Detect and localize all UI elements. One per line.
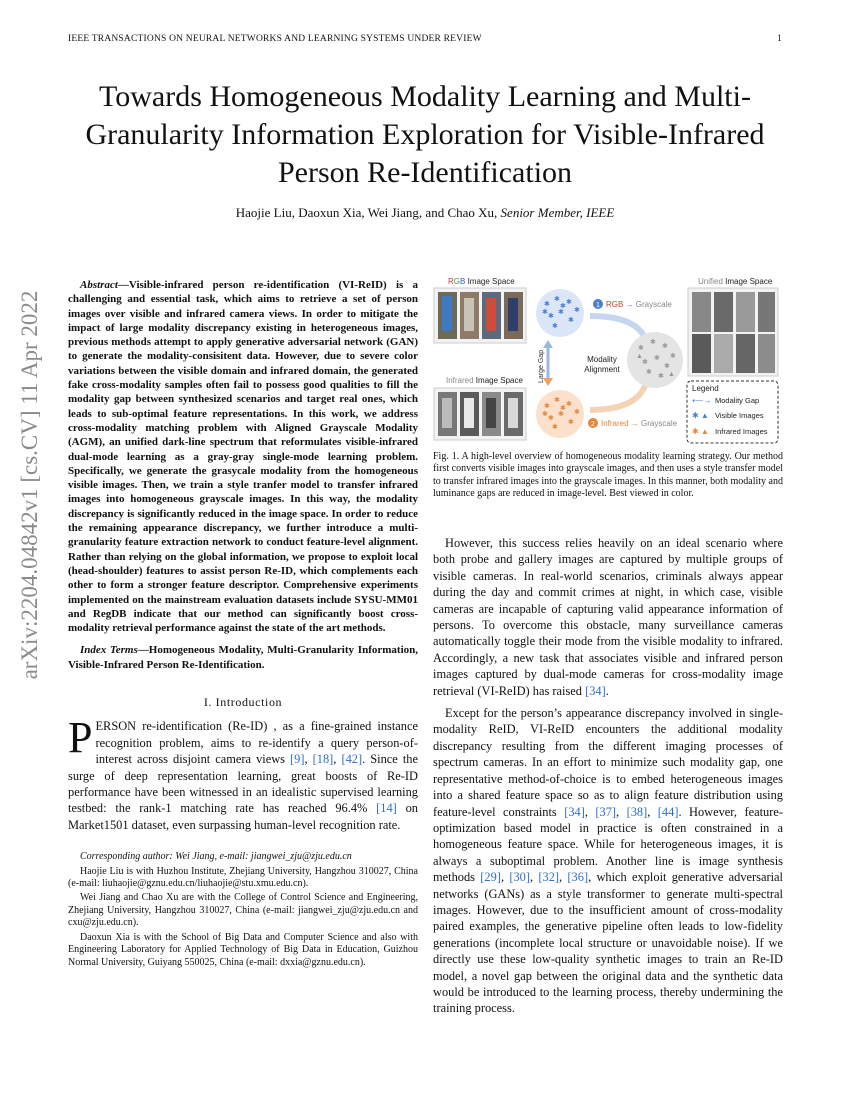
modality-label: Modality [587, 355, 617, 364]
gap-arrow-icon: ⟵→ [692, 396, 712, 405]
citation-link[interactable]: [36] [567, 870, 589, 885]
citation-link[interactable]: [30] [509, 870, 530, 885]
footnote: Haojie Liu is with Huzhou Institute, Zhejiang University, Hangzhou 310027, China (e-mail: liuhaojie@gznu.edu.cn/liuhaojie@stu.xmu.edu.cn). [68, 865, 418, 890]
citation-link[interactable]: [38] [626, 804, 648, 819]
svg-text:✱: ✱ [548, 313, 554, 320]
separator: , [647, 804, 658, 819]
separator: , [616, 804, 627, 819]
body-text: However, this success relies heavily on an ideal scenario where both probe and gallery images are captured by multiple groups of visible cameras. In real-world scenarios, criminals always appear during the day and commit crimes at night, in which case, visible cameras are incapable of capturing valid appearance information of persons. To overcome this obstacle, many surveillance cameras automatically toggle their mode from the visible modality to infrared. Accordingly, a new task that associates visible and infrared person images captured by dual-mode cameras for cross-modality image retrieval (VI-ReID) has raised [433, 536, 783, 698]
citation-link[interactable]: [44] [657, 804, 679, 819]
journal-name: IEEE TRANSACTIONS ON NEURAL NETWORKS AND LEARNING SYSTEMS UNDER REVIEW [68, 34, 482, 44]
svg-text:✱: ✱ [544, 403, 550, 410]
separator: , [333, 752, 342, 767]
citation-link[interactable]: [14] [376, 801, 397, 816]
index-terms-text: —Homogeneous Modality, Multi-Granularity Information, Visible-Infrared Person Re-Identification. [68, 644, 418, 671]
alignment-label: Alignment [584, 365, 620, 374]
svg-text:✱: ✱ [662, 343, 668, 350]
citation-link[interactable]: [9] [290, 752, 305, 767]
body-text: Except for the person’s appearance discrepancy involved in single-modality ReID, VI-ReID encounters the additional modality discrepancy resulting from the different imaging processes of spectrum cameras. In an effort to minimize such modality gap, one representative method-of-choice is to embed heterogeneous images into a shared feature space so as to align feature distribution using feature-level constraints [433, 706, 783, 819]
index-terms-label: Index Terms [80, 644, 138, 657]
citation-link[interactable]: [32] [538, 870, 560, 885]
separator: , [584, 804, 596, 819]
separator: , [559, 870, 568, 885]
separator: , [304, 752, 313, 767]
separator: , [529, 870, 539, 885]
svg-text:✱: ✱ [560, 303, 566, 310]
svg-text:✱: ✱ [566, 299, 572, 306]
svg-text:✱: ✱ [654, 355, 660, 362]
unified-space-label: Unified Image Space [698, 277, 773, 286]
infrared-marker-icon: ✱ ▲ [692, 427, 709, 436]
legend-title: Legend [692, 384, 719, 393]
intro-text: on Market1501 dataset, even surpassing human-level recognition rate. [68, 801, 418, 832]
rgb-space-label: RGB Image Space [448, 277, 515, 286]
abstract-label: Abstract [80, 279, 118, 291]
legend-infrared-label: Infrared Images [715, 427, 768, 436]
svg-text:✱: ✱ [542, 309, 548, 316]
drop-cap: P [68, 713, 93, 763]
body-text: . However, feature-optimization based model in practice is often constrained in a homogeneous feature space. While for heterogeneous images, it is always a suboptimal problem. Another line is image synthesis methods [433, 804, 783, 885]
index-terms [68, 643, 418, 672]
svg-text:▲: ▲ [668, 371, 675, 378]
step1-arrow [590, 316, 645, 338]
separator: , [500, 870, 510, 885]
paper-title: Towards Homogeneous Modality Learning and Multi-Granularity Information Exploration for Visible-Infrared Person Re-Identification [85, 80, 765, 189]
step1-number: 1 [596, 302, 600, 309]
abstract-text: —Visible-infrared person re-identification (VI-ReID) is a challenging and essential task, which aims to retrieve a set of person images over visible and infrared camera views. In order to mitigate the impact of large modality discrepancy existing in heterogeneous images, previous methods attempt to apply generative adversarial network (GAN) to generate the modality-consisitent data. However, due to severe color variations between the visible domain and infrared domain, the generated fake cross-modality samples often fail to possess good qualities to fill the modality gap between synthesized scenarios and target real ones, which leads to sub-optimal feature representations. In this work, we address cross-modality matching problem with Aligned Grayscale Modality (AGM), an unified dark-line spectrum that reformulates visible-infrared dual-mode learning as a gray-gray single-mode learning problem. Specifically, we generate the grasycale modality from the homogeneous visible images. Then, we train a style tranfer model to transfer infrared images into homogeneous grayscale images. In this way, the modality discrepancy is significantly reduced in the image space. In order to reduce the remaining appearance discrepancy, we further introduce a multi-granularity feature extraction network to conduct feature-level alignment. Rather than relying on the global information, we propose to exploit local (head-shoulder) features to assist person Re-ID, which complements each other to form a stronger feature descriptor. Comprehensive experiments implemented on the mainstream evaluation datasets include SYSU-MM01 and RegDB indicate that our method can significantly boost cross-modality retrieval performance against the state of the art methods. [68, 279, 418, 635]
svg-text:✱: ✱ [664, 363, 670, 370]
svg-text:▲: ▲ [636, 353, 643, 360]
footnote: Daoxun Xia is with the School of Big Data and Computer Science and also with Engineering Laboratory for Applied Technology of Big Data in Education, Guizhou Normal University, Guiyang 550025, China (e-mail: dxxia@gznu.edu.cn). [68, 931, 418, 968]
legend-gap-label: Modality Gap [715, 396, 760, 405]
arxiv-id: arXiv:2204.04842v1 [cs.CV] 11 Apr 2022 [17, 290, 42, 680]
section-heading-introduction: I. Introduction [203, 695, 283, 710]
body-text: , which exploit generative adversarial networks (GANs) as a style transformer to generate multi-spectral images. However, due to the insufficient amount of cross-modality paired examples, the generative pipeline often leads to low-fidelity generations (incomplete local structure or unavoidable noise). If we directly use these low-quality synthetic images to train an Re-ID model, a novel gap between the original data and the synthetic data would be introduced to the learning process, thereby undermining the training process. [433, 870, 783, 1016]
citation-link[interactable]: [37] [595, 804, 617, 819]
svg-text:✱: ✱ [554, 296, 560, 303]
svg-text:✱: ✱ [552, 424, 558, 431]
svg-text:✱: ✱ [552, 323, 558, 330]
citation-link[interactable]: [34] [585, 683, 606, 698]
right-column [433, 535, 783, 1023]
svg-text:✱: ✱ [574, 307, 580, 314]
intro-text: . Since the surge of deep representation learning, great boosts of Re-ID performance have been witnessed in an idealistic supervised learning testbed: the rank-1 matching rate has reached 96.4% [68, 752, 418, 816]
step2-arrow [590, 386, 645, 410]
step1-label: RGB → Grayscale [606, 300, 672, 309]
author-role: Senior Member, IEEE [500, 205, 615, 220]
citation-link[interactable]: [29] [480, 870, 501, 885]
arxiv-stamp [8, 290, 52, 680]
svg-text:✱: ✱ [542, 411, 548, 418]
svg-text:✱: ✱ [544, 301, 550, 308]
author-names: Haojie Liu, Daoxun Xia, Wei Jiang, and Chao Xu, [235, 205, 498, 220]
author-line [70, 205, 780, 221]
svg-text:✱: ✱ [566, 401, 572, 408]
svg-text:✱: ✱ [568, 419, 574, 426]
intro-text: ERSON re-identification (Re-ID) , as a fine-grained instance recognition problem, aims to re-identify a query person-of-interest across disjoint camera views [95, 719, 418, 767]
footnote: Wei Jiang and Chao Xu are with the College of Control Science and Engineering, Zhejiang University, Hangzhou 310027, China (e-mail: jiangwei_zju@zju.edu.cn and cxu@zju.edu.cn). [68, 892, 418, 929]
intro-paragraph [68, 713, 418, 833]
citation-link[interactable]: [18] [312, 752, 334, 767]
infrared-space-label: Infrared Image Space [446, 376, 523, 385]
abstract [68, 278, 418, 635]
svg-text:✱: ✱ [670, 353, 676, 360]
step2-label: Infrared → Grayscale [601, 419, 678, 428]
large-gap-label: Large Gap [538, 349, 545, 383]
svg-text:✱: ✱ [558, 309, 564, 316]
right-paragraph-2 [433, 705, 783, 1017]
svg-text:✱: ✱ [560, 405, 566, 412]
svg-text:✱: ✱ [658, 373, 664, 380]
legend-visible-label: Visible Images [715, 411, 764, 420]
svg-text:✱: ✱ [554, 397, 560, 404]
svg-text:✱: ✱ [574, 409, 580, 416]
visible-marker-icon: ✱ ▲ [692, 411, 709, 420]
svg-text:✱: ✱ [558, 411, 564, 418]
footnotes [68, 851, 418, 969]
corresponding-author: Corresponding author: Wei Jiang, e-mail: jiangwei_zju@zju.edu.cn [80, 851, 352, 863]
figure-caption: Fig. 1. A high-level overview of homogeneous modality learning strategy. Our method first converts visible images into grayscale images, and then uses a style transfer model to transfer infrared images into the grayscale images. In this manner, both modality and luminance gaps are reduced in image-level. Best viewed in color. [433, 451, 783, 500]
svg-text:✱: ✱ [646, 369, 652, 376]
running-header [68, 34, 782, 44]
left-column [68, 278, 418, 971]
figure-1 [430, 268, 782, 446]
body-text: . [605, 683, 609, 698]
figure-diagram [430, 268, 782, 446]
right-paragraph-1 [433, 535, 783, 699]
svg-text:✱: ✱ [642, 359, 648, 366]
citation-link[interactable]: [34] [564, 804, 585, 819]
svg-text:✱: ✱ [548, 415, 554, 422]
citation-link[interactable]: [42] [341, 752, 363, 767]
step2-number: 2 [591, 421, 595, 428]
svg-text:✱: ✱ [568, 317, 574, 324]
page-number: 1 [777, 34, 782, 44]
svg-text:✱: ✱ [650, 339, 656, 346]
svg-text:✱: ✱ [638, 345, 644, 352]
